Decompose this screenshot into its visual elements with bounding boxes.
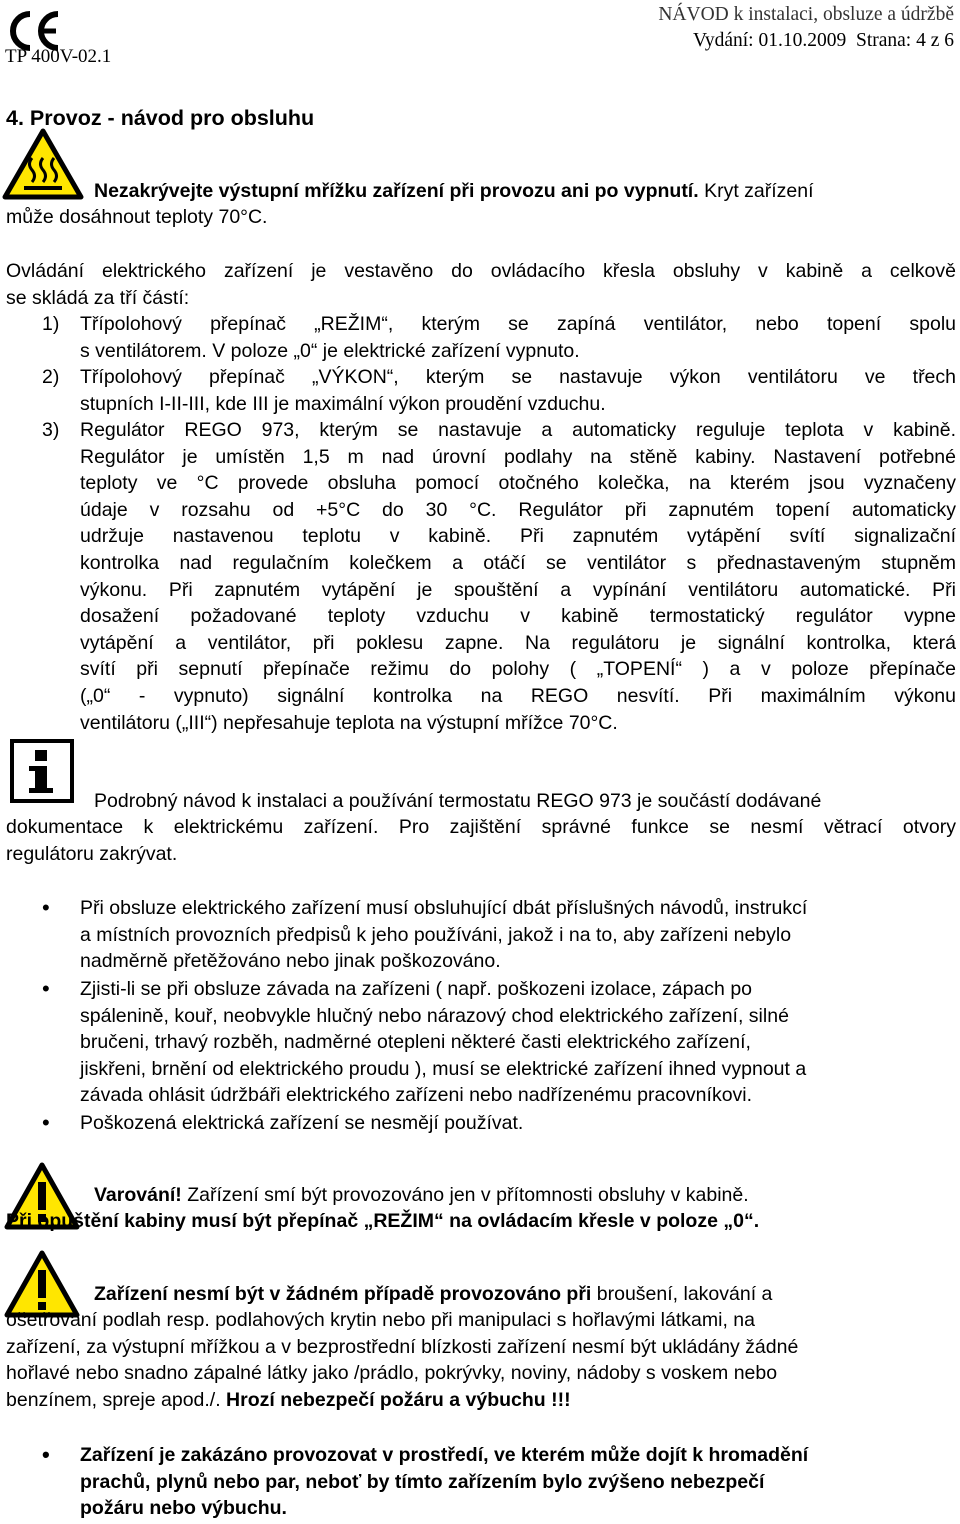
- intro-line: se skládá za tří částí:: [6, 286, 190, 309]
- intro-line: Ovládání elektrického zařízení je vestavěno do ovládacího křesla obsluhy v kabině a celkově: [6, 260, 956, 282]
- hot-warning-line2: může dosáhnout teploty 70°C.: [6, 206, 268, 228]
- issue-date: Vydání: 01.10.2009: [692, 30, 847, 51]
- bullet-line: a místních provozních předpisů k jeho používáni, jakož i na to, aby zařízeni nebylo: [80, 923, 792, 946]
- item-line: teploty ve °C provede obsluha pomocí otočného kolečka, na kterém jsou vyznačeny: [80, 472, 956, 495]
- hot-warning-line1: [94, 178, 956, 205]
- hot-surface-warning-icon: [2, 128, 84, 200]
- item-line: dosažení požadované teploty vzduchu v kabině termostatický regulátor vypne: [80, 605, 956, 628]
- item-line: Regulátor REGO 973, kterým se nastavuje a automaticky reguluje teplota v kabině.: [80, 419, 956, 441]
- item-number: 2): [42, 366, 60, 388]
- info-note-line: regulátoru zakrývat.: [6, 842, 178, 865]
- issue-page-info: [693, 29, 954, 53]
- warning1-text: Zařízení smí být provozováno jen v přítomnosti obsluhy v kabině.: [181, 1184, 749, 1206]
- item-number: 1): [42, 313, 60, 335]
- document-title: NÁVOD k instalaci, obsluze a údržbě: [658, 4, 954, 25]
- warning-label: Varování!: [94, 1184, 182, 1206]
- warning2-line5b: Hrozí nebezpečí požáru a výbuchu !!!: [220, 1388, 571, 1411]
- document-id: TP 400V-02.1: [5, 46, 112, 67]
- item-line: ventilátoru („III“) nepřesahuje teplota na výstupní mřížce 70°C.: [80, 711, 618, 734]
- warning2-line-last: [6, 1387, 956, 1414]
- hot-warning-bold: Nezakrývejte výstupní mřížku zařízení při provozu ani po vypnutí.: [94, 180, 699, 202]
- bullet-line: závada ohlásit údržbáři elektrického zařízeni nebo nadřízenému pracovníkovi.: [80, 1084, 753, 1107]
- item-line: stupních I-II-III, kde III je maximální výkon proudění vzduchu.: [80, 392, 606, 415]
- item-line: výkonu. Při zapnutém vytápění je spouštění a vypínání ventilátoru automatické. Při: [80, 578, 956, 601]
- bullet-line: jiskřeni, brnění od elektrického proudu ), musí se elektrické zařízení ihned vypnout a: [80, 1057, 807, 1080]
- warning2-line: hořlavé nebo snadno zápalné látky jako /prádlo, pokrývky, noviny, nádoby s voskem nebo: [6, 1362, 778, 1385]
- item-line: Třípolohový přepínač „VÝKON“, kterým se nastavuje výkon ventilátoru ve třech: [80, 366, 956, 388]
- warning1-line2: Při opuštění kabiny musí být přepínač „REŽIM“ na ovládacím křesle v poloze „0“.: [6, 1210, 760, 1232]
- bullet-line: Při obsluze elektrického zařízení musí obsluhující dbát příslušných návodů, instrukcí: [80, 897, 808, 919]
- warning2-rest: broušení, lakování a: [591, 1283, 773, 1305]
- bullet-line: prachů, plynů nebo par, neboť by tímto zařízením bylo zvýšeno nebezpečí: [80, 1470, 765, 1493]
- info-note-rest: [6, 814, 956, 867]
- item-line: Regulátor je umístěn 1,5 m nad úrovní podlahy na stěně kabiny. Nastavení potřebné: [80, 445, 956, 468]
- item-number: 3): [42, 419, 60, 441]
- item-line: údaje v rozsahu od +5°C do 30 °C. Regulátor při zapnutém topení automaticky: [80, 498, 956, 521]
- item-line: svítí při sepnutí přepínače režimu do polohy ( „TOPENÍ“ ) a v poloze přepínače: [80, 658, 956, 681]
- bullet-icon: •: [42, 976, 50, 1001]
- warning2-bold: Zařízení nesmí být v žádném případě provozováno při: [94, 1283, 592, 1305]
- bullet-line: požáru nebo výbuchu.: [80, 1497, 287, 1520]
- item-line: („0“ - vypnuto) signální kontrolka na REGO nesvítí. Při maximálním výkonu: [80, 684, 956, 707]
- bullet-line: Zjisti-li se při obsluze závada na zařízeni ( např. poškozeni izolace, zápach po: [80, 978, 753, 1000]
- item-line: Třípolohový přepínač „REŽIM“, kterým se zapíná ventilátor, nebo topení spolu: [80, 313, 956, 335]
- bullet-icon: •: [42, 1110, 50, 1135]
- warning2-line: zařízení, za výstupní mřížkou a v bezprostřední blízkosti zařízení nesmí být ukládány žádné: [6, 1335, 799, 1358]
- item-line: vytápění a ventilátor, při poklesu zapne. Na regulátoru je signální kontrolka, která: [80, 631, 956, 654]
- hot-warning-rest: Kryt zařízení: [698, 180, 814, 202]
- bullet-line: bručeni, trhavý rozběh, nadměrné otepleni některé časti elektrického zařízení,: [80, 1031, 751, 1054]
- bullet-icon: •: [42, 895, 50, 920]
- warning2-line1: [94, 1281, 956, 1308]
- info-note-line1: Podrobný návod k instalaci a používání termostatu REGO 973 je součástí dodávané: [94, 790, 822, 812]
- item-line: kontrolka nad regulačním kolečkem a otáčí se ventilátor s přednastaveným stupněm: [80, 551, 956, 574]
- warning2-body: [6, 1307, 956, 1413]
- page-number: Strana: 4 z 6: [855, 30, 954, 51]
- info-icon: [9, 738, 75, 804]
- item-line: udržuje nastavenou teplotu v kabině. Při zapnutém vytápění svítí signalizační: [80, 525, 956, 548]
- intro-paragraph: [6, 258, 956, 311]
- section-title: 4. Provoz - návod pro obsluhu: [6, 106, 315, 130]
- warning1-line1: [94, 1182, 956, 1209]
- bullet-line: nadměrně přetěžováno nebo jinak poškozováno.: [80, 950, 501, 973]
- info-note-line: dokumentace k elektrickému zařízení. Pro zajištění správné funkce se nesmí větrací otvory: [6, 816, 956, 838]
- bullet-line: Zařízení je zakázáno provozovat v prostředí, ve kterém může dojít k hromadění: [80, 1444, 809, 1466]
- item-line: s ventilátorem. V poloze „0“ je elektrické zařízení vypnuto.: [80, 339, 580, 362]
- bullet-icon: •: [42, 1442, 50, 1467]
- bullet-line: spálenině, kouř, neobvykle hlučný nebo nárazový chod elektrického zařízení, silné: [80, 1004, 789, 1027]
- bullet-line: Poškozená elektrická zařízení se nesmějí používat.: [80, 1112, 524, 1134]
- warning2-line5a: benzínem, spreje apod./.: [6, 1388, 221, 1411]
- warning2-line: ošetřování podlah resp. podlahových krytin nebo při manipulaci s hořlavými látkami, na: [6, 1309, 755, 1331]
